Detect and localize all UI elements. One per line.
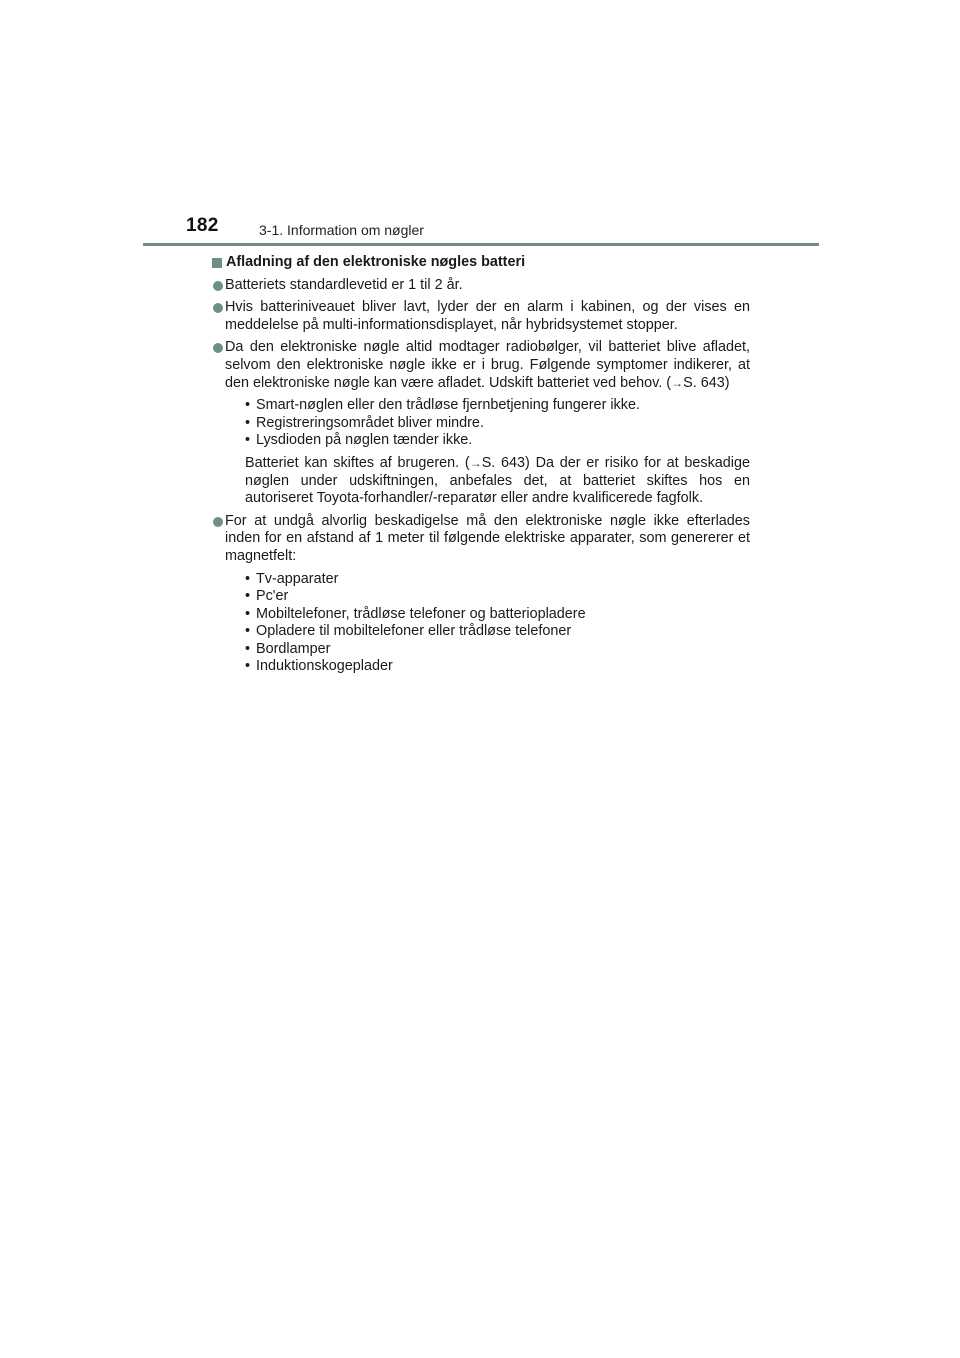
list-item-text: Opladere til mobiltelefoner eller trådløse telefoner: [256, 623, 572, 640]
symptom-list: [225, 397, 750, 450]
dot-bullet-icon: •: [245, 640, 251, 657]
appliance-list: [225, 571, 750, 677]
list-item-text: Registreringsområdet bliver mindre.: [256, 414, 484, 431]
bullet-magnetic-warning: [210, 513, 750, 676]
list-item: [245, 658, 750, 676]
list-item: [245, 606, 750, 624]
list-item-text: Tv-apparater: [256, 570, 339, 587]
bullet-text: Batteriets standardlevetid er 1 til 2 år.: [225, 276, 463, 293]
bullet-text: For at undgå alvorlig beskadigelse må den elektroniske nøgle ikke efterlades inden for en afstand af 1 meter til følgende elektriske apparater, som genererer et magnetfelt:: [225, 512, 750, 564]
list-item-text: Smart-nøglen eller den trådløse fjernbetjening fungerer ikke.: [256, 397, 640, 414]
list-item: [245, 397, 750, 415]
note-text: Da der er risiko for at beskadige nøglen under udskiftningen, anbefales det, at batteriet skiftes hos en autoriseret Toyota-forhandler/-reparatør eller andre kvalificerede fagfolk.: [245, 454, 750, 507]
list-item: [245, 432, 750, 450]
arrow-right-icon: →: [671, 375, 684, 390]
dot-bullet-icon: •: [245, 588, 251, 605]
list-item-text: Mobiltelefoner, trådløse telefoner og batteriopladere: [256, 605, 586, 622]
note-text: Batteriet kan skiftes af brugeren. (: [245, 454, 470, 471]
section-title: 3-1. Information om nøgler: [259, 222, 424, 238]
dot-bullet-icon: •: [245, 414, 251, 431]
list-item: [245, 415, 750, 433]
dot-bullet-icon: •: [245, 658, 251, 675]
subsection-heading-text: Afladning af den elektroniske nøgles batteri: [226, 254, 526, 270]
page-reference: S. 643): [683, 374, 730, 391]
bullet-text: Hvis batteriniveauet bliver lavt, lyder der en alarm i kabinen, og der vises en meddelelse på multi-informationsdisplayet, når hybridsystemet stopper.: [225, 299, 750, 333]
circle-bullet-icon: [213, 303, 223, 313]
dot-bullet-icon: •: [245, 605, 251, 622]
list-item-text: Lysdioden på nøglen tænder ikke.: [256, 432, 473, 449]
bullet-battery-life: [210, 277, 750, 295]
circle-bullet-icon: [213, 343, 223, 353]
list-item-text: Pc'er: [256, 588, 289, 605]
dot-bullet-icon: •: [245, 397, 251, 414]
list-item-text: Bordlamper: [256, 640, 331, 657]
bullet-battery-drain: [210, 339, 750, 450]
list-item: [245, 571, 750, 589]
dot-bullet-icon: •: [245, 432, 251, 449]
header-rule: [143, 243, 819, 246]
subsection-heading: [210, 254, 750, 272]
arrow-right-icon: →: [469, 455, 482, 470]
battery-replacement-note: [210, 455, 750, 508]
dot-bullet-icon: •: [245, 570, 251, 587]
square-bullet-icon: [212, 258, 222, 268]
page-reference: S. 643): [481, 454, 530, 471]
circle-bullet-icon: [213, 281, 223, 291]
list-item: [245, 623, 750, 641]
dot-bullet-icon: •: [245, 623, 251, 640]
page-number: 182: [186, 215, 219, 236]
content: [210, 254, 750, 681]
bullet-low-battery-alarm: [210, 299, 750, 334]
list-item: [245, 588, 750, 606]
list-item: [245, 641, 750, 659]
list-item-text: Induktionskogeplader: [256, 658, 393, 675]
bullet-text: Da den elektroniske nøgle altid modtager radiobølger, vil batteriet blive afladet, selvom den elektroniske nøgle ikke er i brug. Følgende symptomer indikerer, at den elektroniske nøgle kan være afladet. Udskift batteriet ved behov. (: [225, 339, 750, 391]
circle-bullet-icon: [213, 517, 223, 527]
